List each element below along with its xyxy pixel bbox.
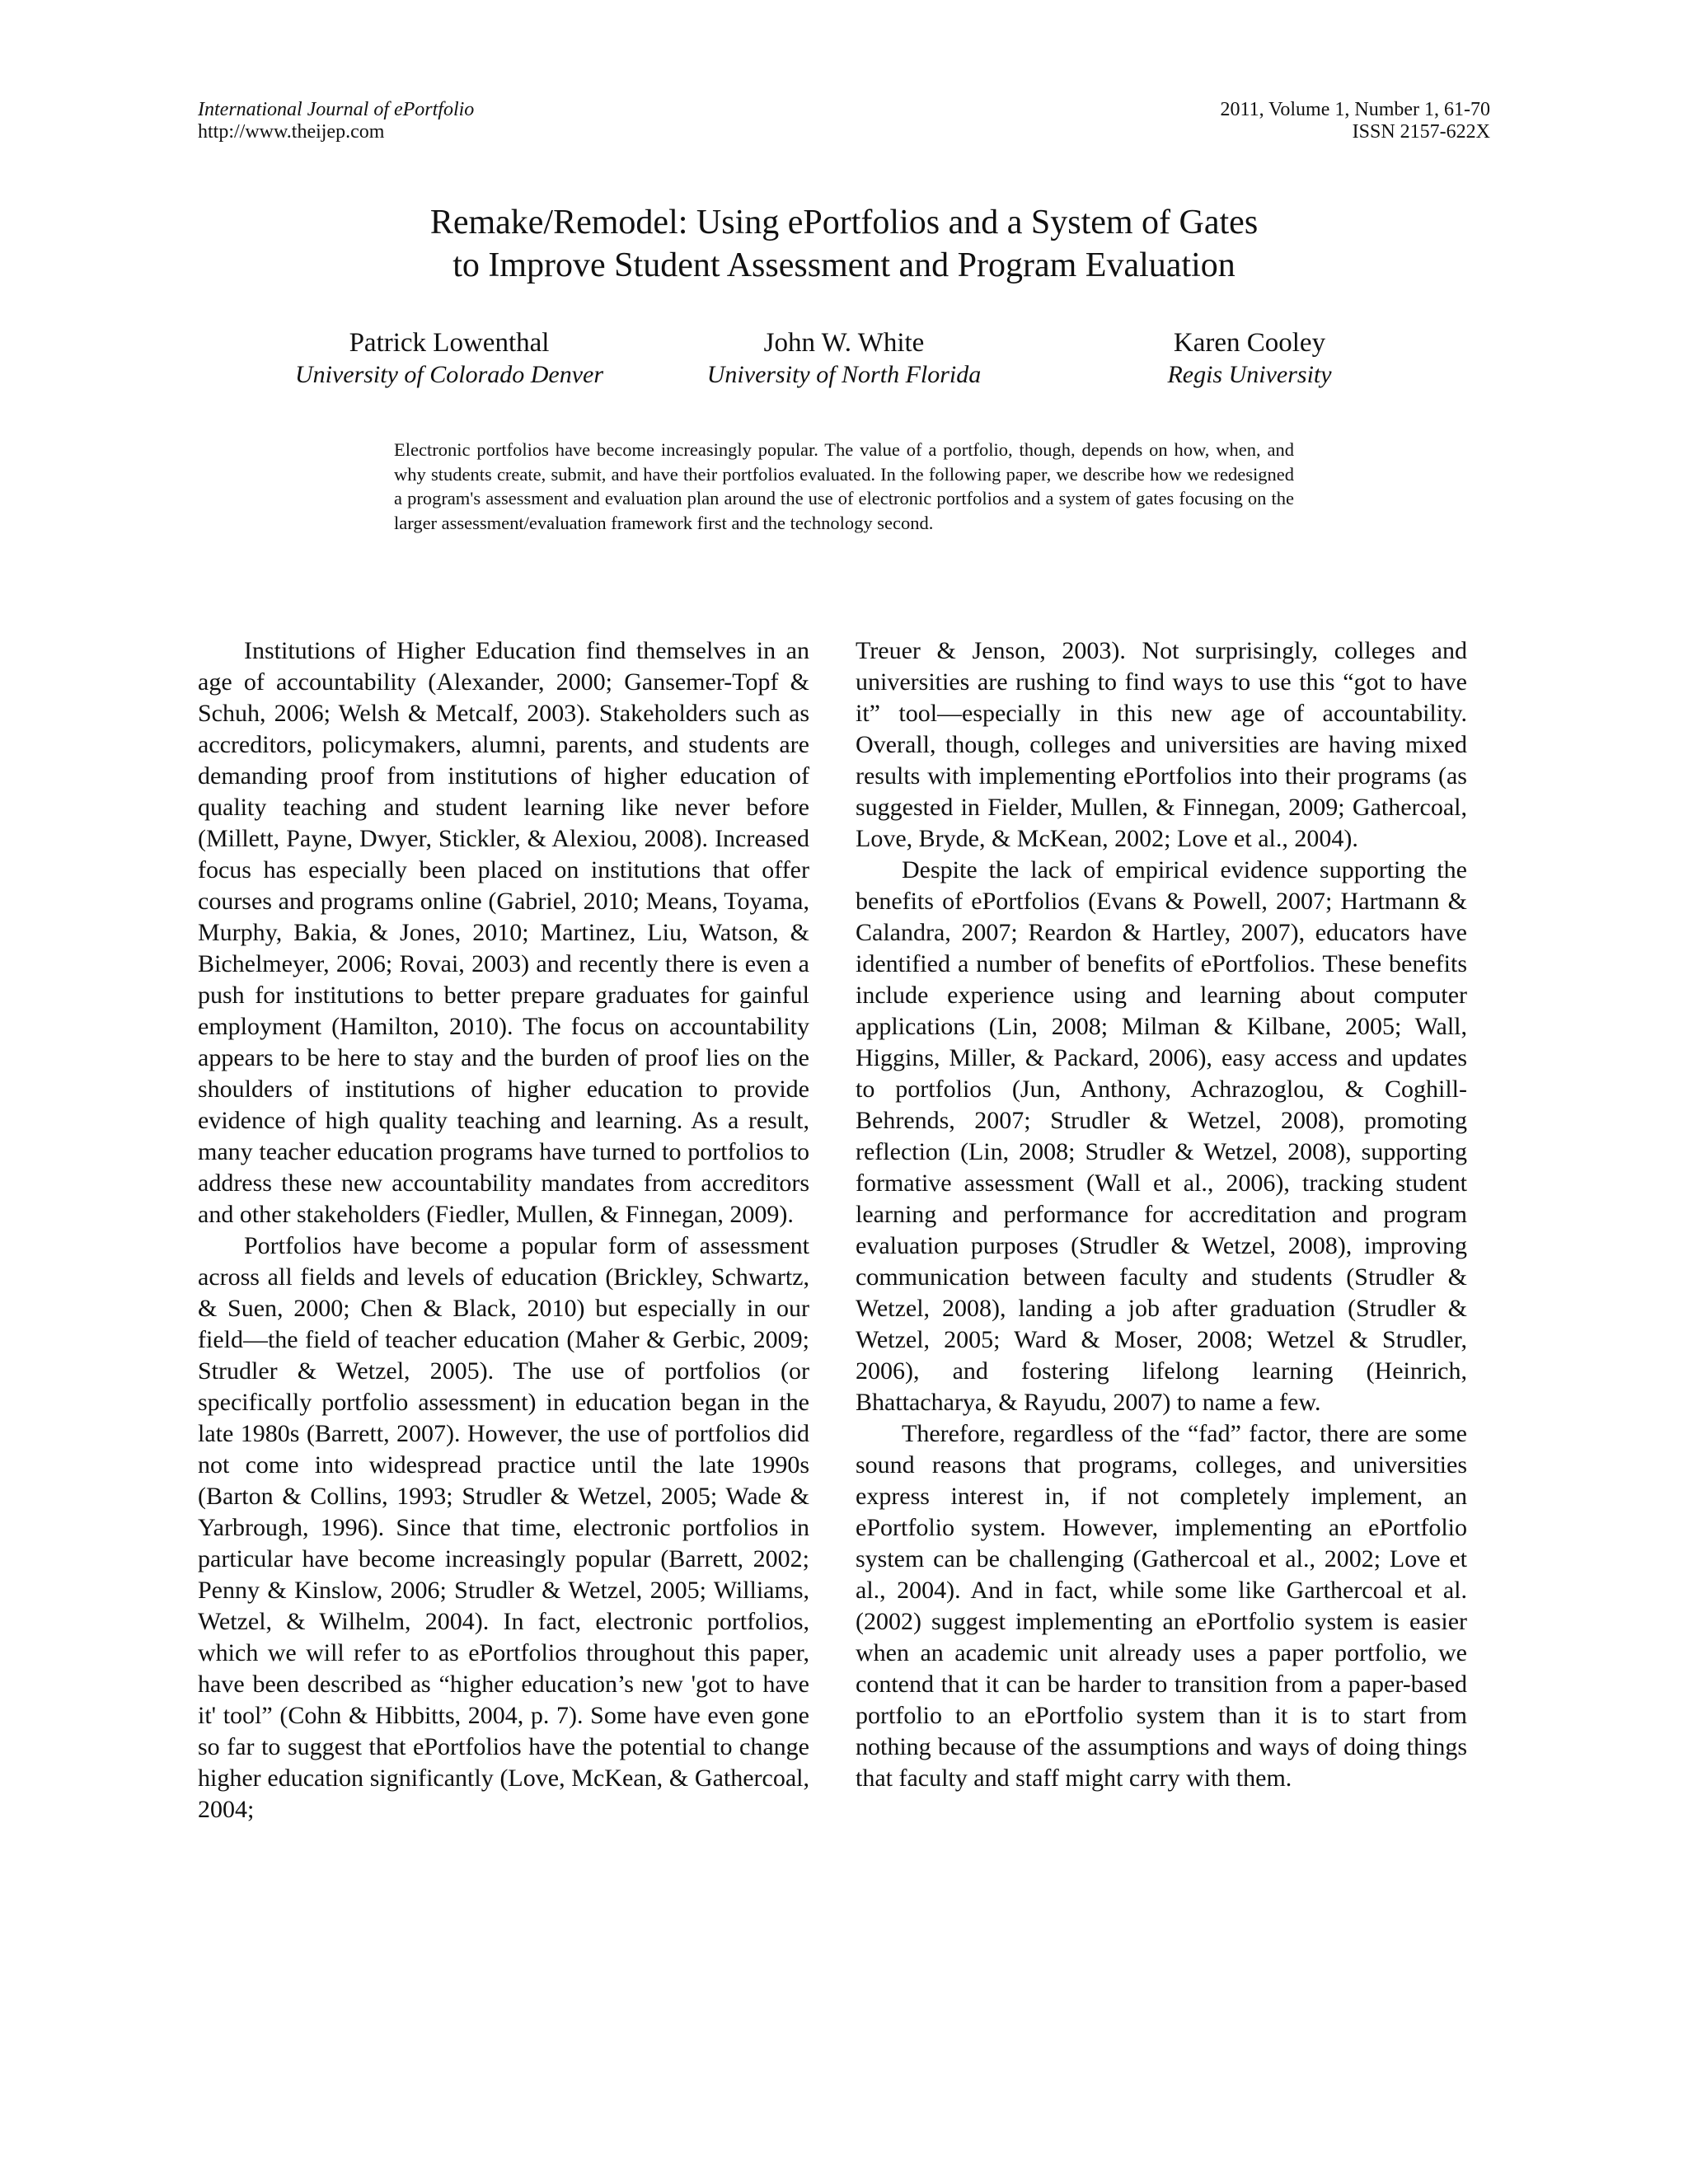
- body-paragraph: Treuer & Jenson, 2003). Not surprisingly, colleges and universities are rushing to find ways to use this “got to have it” tool—especially in this new age of accountability. Overall, though, colleges and universities are having mixed results with implementing ePortfolios into their programs (as suggested in Fielder, Mullen, & Finnegan, 2009; Gathercoal, Love, Bryde, & McKean, 2002; Love et al., 2004).: [856, 637, 1467, 852]
- issn: ISSN 2157-622X: [1352, 121, 1490, 143]
- author-3: [1019, 326, 1480, 391]
- author-affiliation: Regis University: [1167, 361, 1332, 388]
- author-block: [198, 326, 1490, 392]
- paper-title-line-2: to Improve Student Assessment and Program Evaluation: [452, 246, 1236, 284]
- running-header-left: [198, 99, 474, 143]
- author-2: [613, 326, 1075, 391]
- author-affiliation: University of North Florida: [706, 361, 982, 388]
- journal-name: International Journal of ePortfolio: [198, 99, 475, 120]
- paper-title-line-1: Remake/Remodel: Using ePortfolios and a System of Gates: [429, 204, 1259, 241]
- author-name: John W. White: [763, 328, 925, 358]
- body-paragraph: Therefore, regardless of the “fad” factor, there are some sound reasons that programs, colleges, and universities express interest in, if not completely implement, an ePortfolio system. However, implementing an ePortfolio system can be challenging (Gathercoal et al., 2002; Love et al., 2004). And in fact, while some like Garthercoal et al. (2002) suggest implementing an ePortfolio system is easier when an academic unit already uses a paper portfolio, we contend that it can be harder to transition from a paper-based portfolio to an ePortfolio system than it is to start from nothing because of the assumptions and ways of doing things that faculty and staff might carry with them.: [856, 1420, 1467, 1792]
- body-column-left: [198, 635, 809, 1825]
- body-column-right: [856, 635, 1467, 1794]
- body-paragraph: Institutions of Higher Education find themselves in an age of accountability (Alexander, 2000; Gansemer-Topf & Schuh, 2006; Welsh & Metcalf, 2003). Stakeholders such as accreditors, policymakers, alumni, parents, and students are demanding proof from institutions of higher education of quality teaching and student learning like never before (Millett, Payne, Dwyer, Stickler, & Alexiou, 2008). Increased focus has especially been placed on institutions that offer courses and programs online (Gabriel, 2010; Means, Toyama, Murphy, Bakia, & Jones, 2010; Martinez, Liu, Watson, & Bichelmeyer, 2006; Rovai, 2003) and recently there is even a push for institutions to better prepare graduates for gainful employment (Hamilton, 2010). The focus on accountability appears to be here to stay and the burden of proof lies on the shoulders of institutions of higher education to provide evidence of high quality teaching and learning. As a result, many teacher education programs have turned to portfolios to address these new accountability mandates from accreditors and other stakeholders (Fiedler, Mullen, & Finnegan, 2009).: [198, 637, 809, 1228]
- abstract: Electronic portfolios have become increasingly popular. The value of a portfolio, though, depends on how, when, and why students create, submit, and have their portfolios evaluated. In the following paper, we describe how we redesigned a program's assessment and evaluation plan around the use of electronic portfolios and a system of gates focusing on the larger assessment/evaluation framework first and the technology second.: [394, 439, 1294, 533]
- author-affiliation: University of Colorado Denver: [294, 361, 604, 388]
- author-1: [218, 326, 680, 391]
- journal-url[interactable]: http://www.theijep.com: [198, 121, 385, 143]
- running-header-right: [1220, 99, 1490, 143]
- body-paragraph: Despite the lack of empirical evidence supporting the benefits of ePortfolios (Evans & Powell, 2007; Hartmann & Calandra, 2007; Reardon & Hartley, 2007), educators have identified a number of benefits of ePortfolios. These benefits include experience using and learning about computer applications (Lin, 2008; Milman & Kilbane, 2005; Wall, Higgins, Miller, & Packard, 2006), easy access and updates to portfolios (Jun, Anthony, Achrazoglou, & Coghill-Behrends, 2007; Strudler & Wetzel, 2008), promoting reflection (Lin, 2008; Strudler & Wetzel, 2008), supporting formative assessment (Wall et al., 2006), tracking student learning and performance for accreditation and program evaluation purposes (Strudler & Wetzel, 2008), improving communication between faculty and students (Strudler & Wetzel, 2008), landing a job after graduation (Strudler & Wetzel, 2005; Ward & Moser, 2008; Wetzel & Strudler, 2006), and fostering lifelong learning (Heinrich, Bhattacharya, & Rayudu, 2007) to name a few.: [856, 856, 1467, 1416]
- author-name: Karen Cooley: [1173, 328, 1326, 358]
- citation-info: 2011, Volume 1, Number 1, 61-70: [1220, 99, 1490, 120]
- paper-title: [198, 201, 1490, 287]
- body-paragraph: Portfolios have become a popular form of assessment across all fields and levels of education (Brickley, Schwartz, & Suen, 2000; Chen & Black, 2010) but especially in our field—the field of teacher education (Maher & Gerbic, 2009; Strudler & Wetzel, 2005). The use of portfolios (or specifically portfolio assessment) in education began in the late 1980s (Barrett, 2007). However, the use of portfolios did not come into widespread practice until the late 1990s (Barton & Collins, 1993; Strudler & Wetzel, 2005; Wade & Yarbrough, 1996). Since that time, electronic portfolios in particular have become increasingly popular (Barrett, 2002; Penny & Kinslow, 2006; Strudler & Wetzel, 2005; Williams, Wetzel, & Wilhelm, 2004). In fact, electronic portfolios, which we will refer to as ePortfolios throughout this paper, have been described as “higher education’s new 'got to have it' tool” (Cohn & Hibbitts, 2004, p. 7). Some have even gone so far to suggest that ePortfolios have the potential to change higher education significantly (Love, McKean, & Gathercoal, 2004;: [198, 1232, 809, 1823]
- author-name: Patrick Lowenthal: [349, 328, 550, 358]
